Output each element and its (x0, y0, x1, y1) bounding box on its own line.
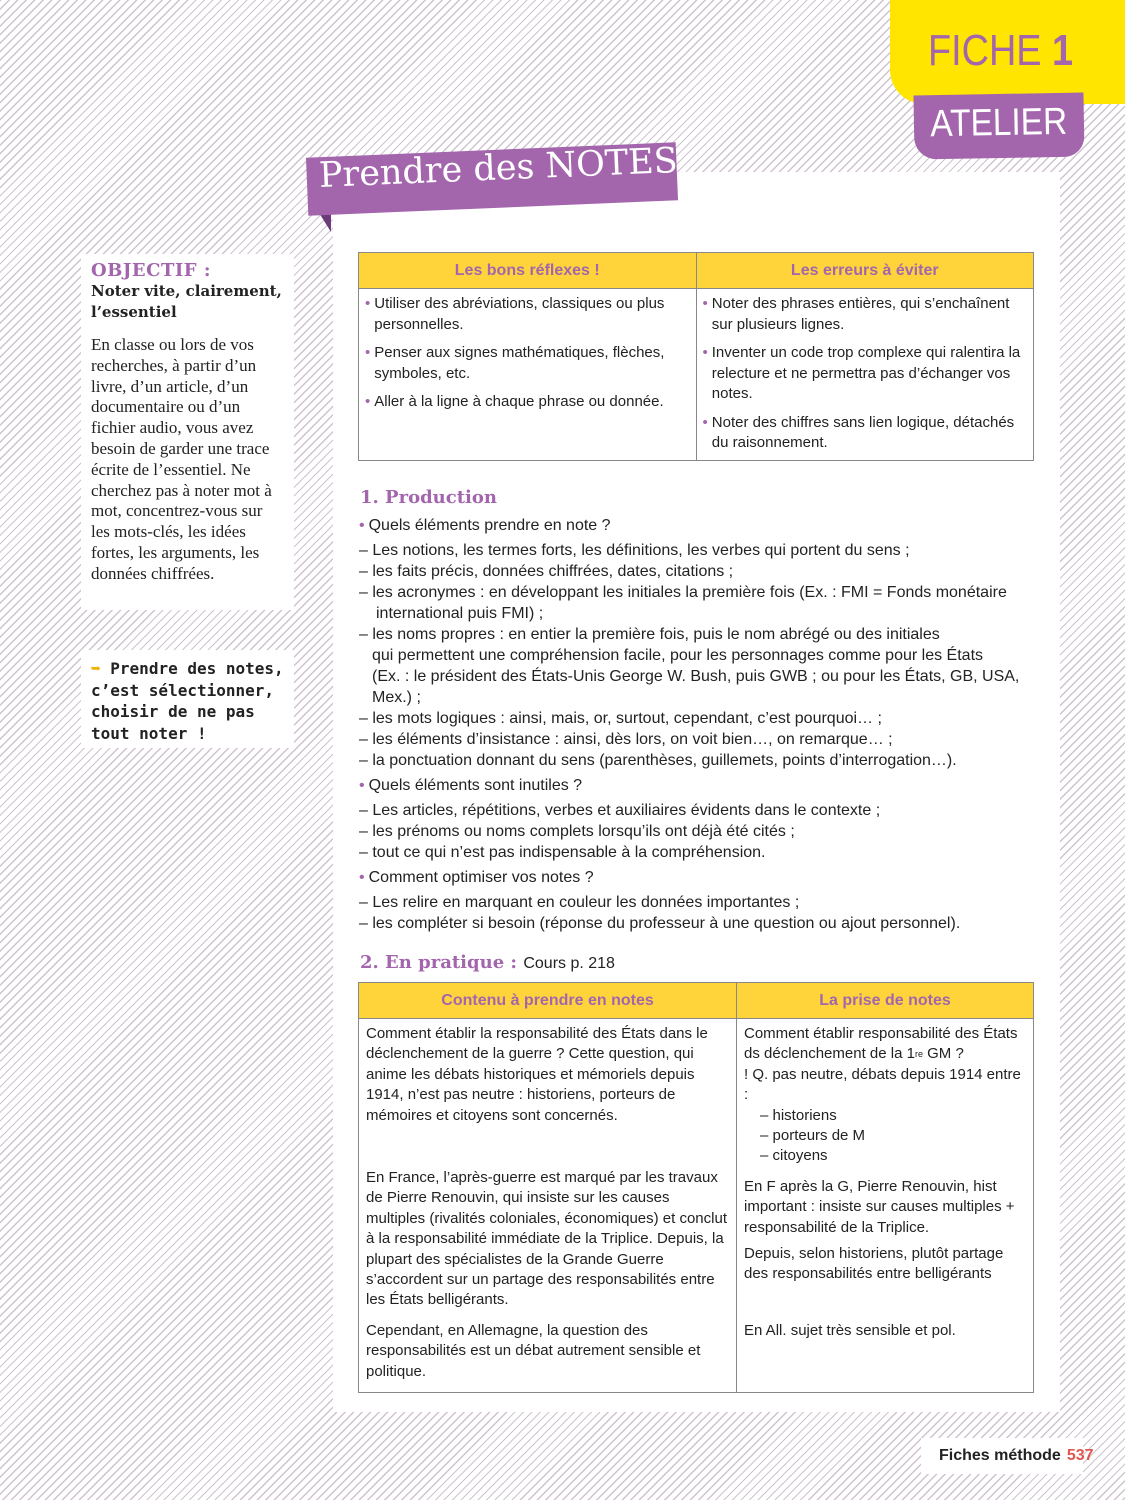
good-reflex-text: Penser aux signes mathématiques, flèches, symboles, etc. (374, 344, 665, 382)
page-footer (921, 1438, 1094, 1474)
good-reflex-text: Aller à la ligne à chaque phrase ou donnée. (374, 393, 664, 410)
list-item (365, 343, 690, 384)
spacer (366, 1136, 729, 1156)
page-title: Prendre des NOTES (318, 140, 679, 196)
ordinal-superscript: re (914, 1049, 923, 1060)
list-item (703, 413, 1028, 454)
bullet-icon: • (359, 777, 365, 794)
list-item (365, 294, 690, 335)
list-line: – Les notions, les termes forts, les définitions, les verbes qui portent du sens ; (359, 542, 910, 559)
note-text: ds déclenchement de la 1 (744, 1045, 915, 1063)
production-section (359, 514, 1049, 934)
bullet-icon: • (365, 295, 371, 312)
notes-header: La prise de notes (737, 983, 1034, 1019)
error-text: Noter des chiffres sans lien logique, détachés du raisonnement. (711, 413, 1015, 451)
bullet-icon: • (702, 295, 708, 312)
practice-table (358, 982, 1034, 1393)
footer-label: Fiches méthode (939, 1447, 1061, 1464)
bullet-icon: • (702, 413, 708, 431)
note-line: ! Q. pas neutre, débats depuis 1914 entre : (744, 1065, 1021, 1104)
spacer (744, 1295, 1026, 1321)
objective-body: En classe ou lors de vos recherches, à partir d’un livre, d’un article, d’un documentaire ou d’un fichier audio, vous avez besoin de garder une trace écrite de l’essentiel. Ne cherchez pas à noter mot à mot, concentrez-vous sur les mots-clés, les idées fortes, les arguments, les données chiffrées. (91, 335, 272, 583)
tip-box (81, 650, 294, 748)
good-reflexes-header: Les bons réflexes ! (359, 253, 697, 289)
list-line: international puis FMI) ; (376, 605, 544, 622)
question-text: Quels éléments sont inutiles ? (368, 777, 583, 794)
objective-box (81, 254, 294, 610)
practice-heading-text: 2. En pratique : (360, 952, 518, 973)
list-line: Mex.) ; (372, 689, 421, 706)
notes-cell (737, 1019, 1034, 1393)
bullet-icon: • (365, 344, 371, 361)
list-line: (Ex. : le président des États-Unis George W. Bush, puis GWB ; ou pour les États, GB, USA, (372, 668, 1020, 685)
arrow-icon: ➥ (91, 659, 101, 678)
practice-heading (360, 952, 615, 973)
question-text: Comment optimiser vos notes ? (368, 869, 594, 886)
list-line: – les noms propres : en entier la première fois, puis le nom abrégé ou des initiales (359, 626, 940, 643)
objective-subtitle: Noter vite, clairement, l’essentiel (91, 282, 282, 321)
list-line: – les éléments d’insistance : ainsi, dès lors, on voit bien…, on remarque… ; (359, 731, 893, 748)
atelier-tab (913, 93, 1084, 160)
errors-header: Les erreurs à éviter (696, 253, 1034, 289)
fiche-word: FICHE (928, 26, 1042, 75)
tip-text: Prendre des notes, c’est sélectionner, choisir de ne pas tout noter ! (91, 659, 284, 743)
note-subline: – citoyens (760, 1147, 828, 1165)
bullet-icon: • (702, 344, 708, 361)
content-paragraph: Comment établir la responsabilité des États dans le déclenchement de la guerre ? Cette question, qui anime les débats historiques et mémoriels depuis 1914, n’est pas neutre : historiens, porteurs de mémoires et citoyens sont concernés. (366, 1025, 708, 1124)
note-line (744, 1044, 1026, 1064)
note-paragraph: En All. sujet très sensible et pol. (744, 1321, 956, 1339)
content-header: Contenu à prendre en notes (359, 983, 737, 1019)
good-reflex-text: Utiliser des abréviations, classiques ou plus personnelles. (374, 295, 665, 333)
bullet-icon: • (359, 517, 365, 534)
content-paragraph: En France, l’après-guerre est marqué par les travaux de Pierre Renouvin, qui insiste sur les causes multiples (rivalités coloniales, économiques) et conclut à la responsabilité immédiate de la Triplice. Depuis, la plupart des spécialistes de la Grande Guerre s’accordent sur un partage des responsabilités entre les États belligérants. (366, 1169, 727, 1309)
objective-heading: OBJECTIF : (91, 260, 211, 281)
note-paragraph: En F après la G, Pierre Renouvin, hist important : insiste sur causes multiples + responsabilité de la Triplice. (744, 1177, 1015, 1236)
note-text: GM ? (922, 1045, 964, 1063)
atelier-label: ATELIER (930, 100, 1068, 146)
list-item (703, 343, 1028, 405)
list-line: – Les relire en marquant en couleur les données importantes ; (359, 894, 800, 911)
error-text: Noter des phrases entières, qui s’enchaînent sur plusieurs lignes. (711, 295, 1010, 333)
list-item (365, 392, 690, 413)
list-line: – les acronymes : en développant les initiales la première fois (Ex. : FMI = Fonds monétaire (359, 584, 1007, 601)
list-line: – les compléter si besoin (réponse du professeur à une question ou ajout personnel). (359, 915, 961, 932)
content-cell (359, 1019, 737, 1393)
error-text: Inventer un code trop complexe qui ralentira la relecture et ne permettra pas d’échanger vos notes. (711, 344, 1021, 402)
fiche-label (928, 26, 1073, 76)
list-line: – tout ce qui n’est pas indispensable à la compréhension. (359, 844, 766, 861)
good-reflexes-cell (359, 289, 697, 461)
production-heading: 1. Production (360, 487, 497, 508)
page-number: 537 (1066, 1447, 1094, 1464)
question-text: Quels éléments prendre en note ? (368, 517, 611, 534)
question-1 (359, 515, 1049, 537)
practice-reference: Cours p. 218 (523, 955, 615, 972)
note-paragraph: Depuis, selon historiens, plutôt partage des responsabilités entre belligérants (744, 1245, 1004, 1283)
list-line: – les mots logiques : ainsi, mais, or, surtout, cependant, c’est pourquoi… ; (359, 710, 882, 727)
reflexes-table (358, 252, 1034, 461)
list-item (703, 294, 1028, 335)
bullet-icon: • (365, 393, 371, 410)
list-line: – la ponctuation donnant du sens (parenthèses, guillemets, points d’interrogation…). (359, 752, 957, 769)
question-2 (359, 775, 1049, 797)
notes-block (744, 1024, 1026, 1167)
bullet-icon: • (359, 869, 365, 886)
note-subline: – porteurs de M (760, 1127, 866, 1145)
errors-cell (696, 289, 1034, 461)
fiche-number: 1 (1052, 26, 1074, 75)
note-subline: – historiens (760, 1106, 837, 1124)
list-line: – Les articles, répétitions, verbes et auxiliaires évidents dans le contexte ; (359, 802, 881, 819)
note-line: Comment établir responsabilité des États (744, 1025, 1018, 1042)
question-3 (359, 867, 1049, 889)
list-line: – les prénoms ou noms complets lorsqu’ils ont déjà été cités ; (359, 823, 795, 840)
list-line: qui permettent une compréhension facile, pour les personnages comme pour les États (372, 647, 984, 664)
content-paragraph: Cependant, en Allemagne, la question des responsabilités est un débat autrement sensible et politique. (366, 1321, 701, 1380)
list-line: – les faits précis, données chiffrées, dates, citations ; (359, 563, 734, 580)
